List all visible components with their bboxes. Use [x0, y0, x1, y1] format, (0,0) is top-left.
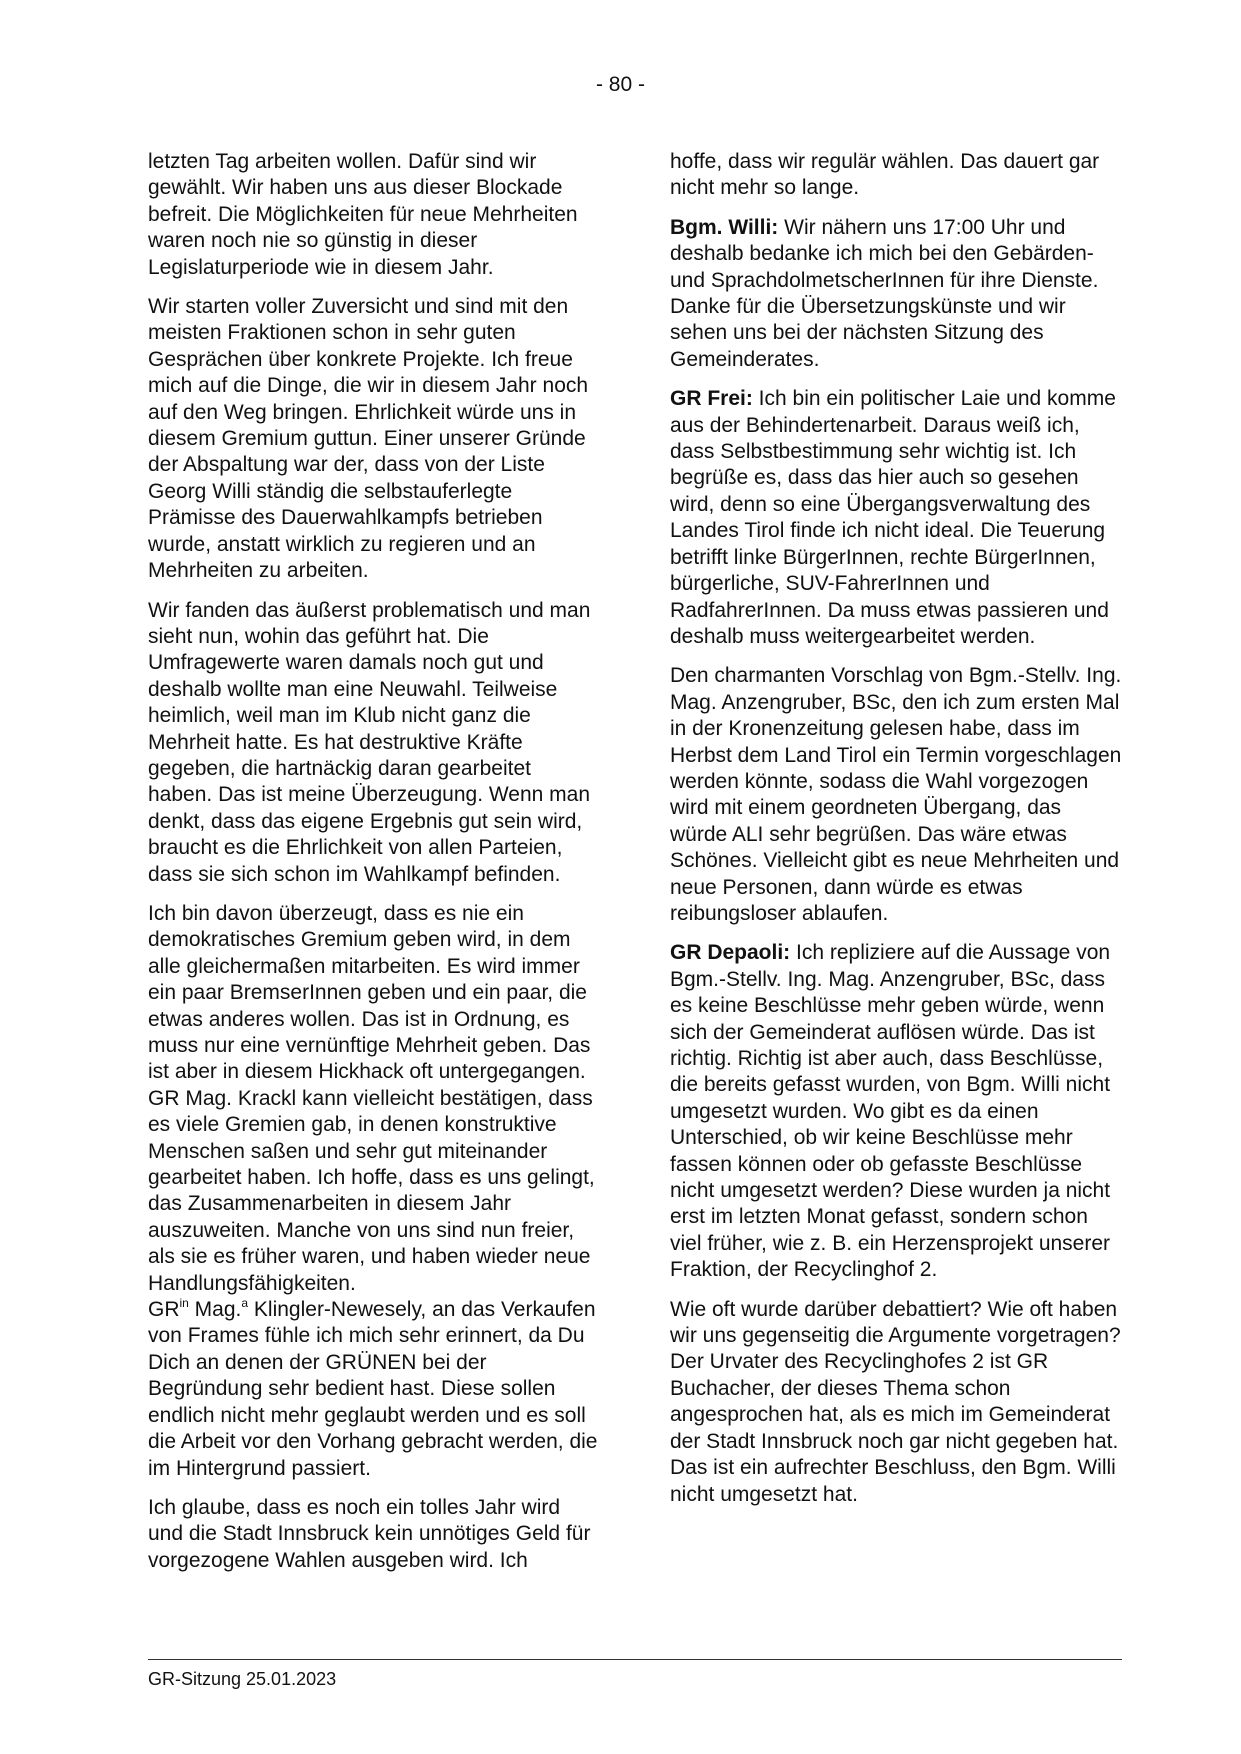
paragraph-text: Ich repliziere auf die Aussage von Bgm.-Stellv. Ing. Mag. Anzengruber, BSc, dass es keine Beschlüsse mehr geben würde, wenn sich der Gemeinderat auflösen würde. Das ist richtig. Richtig ist aber auch, dass Beschlüsse, die bereits gefasst wurden, von Bgm. Willi nicht umgesetzt wurden. Wo gibt es da einen Unterschied, ob wir keine Beschlüsse mehr fassen können oder ob gefasste Beschlüsse nicht umgesetzt werden? Diese wurden ja nicht erst im letzten Monat gefasst, sondern schon viel früher, wie z. B. ein Herzensprojekt unserer Fraktion, der Recyclinghof 2.	[670, 941, 1111, 1282]
paragraph-text: Wir nähern uns 17:00 Uhr und deshalb bedanke ich mich bei den Gebärden- und SprachdolmetscherInnen für ihre Dienste. Danke für die Übersetzungskünste und wir sehen uns bei der nächsten Sitzung des Gemeinderates.	[670, 215, 1099, 371]
paragraph: Den charmanten Vorschlag von Bgm.-Stellv. Ing. Mag. Anzengruber, BSc, den ich zum ersten Mal in der Kronenzeitung gelesen habe, dass im Herbst dem Land Tirol ein Termin vorgeschlagen werden könnte, sodass die Wahl vorgezogen wird mit einem geordneten Übergang, das würde ALI sehr begrüßen. Das wäre etwas Schönes. Vielleicht gibt es neue Mehrheiten und neue Personen, dann würde es etwas reibungsloser ablaufen.	[670, 664, 1122, 925]
paragraph	[148, 1297, 600, 1482]
superscript: in	[179, 1296, 189, 1311]
paragraph	[670, 215, 1122, 373]
paragraph: Ich glaube, dass es noch ein tolles Jahr wird und die Stadt Innsbruck kein unnötiges Geld für vorgezogene Wahlen ausgeben wird. Ich	[148, 1495, 591, 1572]
page-number: - 80 -	[595, 73, 645, 96]
footer-session-date: GR-Sitzung 25.01.2023	[148, 1669, 337, 1689]
paragraph-text: Ich bin ein politischer Laie und komme aus der Behindertenarbeit. Daraus weiß ich, dass Selbstbestimmung sehr wichtig ist. Ich begrüße es, dass das hier auch so gesehen wird, denn so eine Übergangsverwaltung des Landes Tirol finde ich nicht ideal. Die Teuerung betrifft linke BürgerInnen, rechte BürgerInnen, bürgerliche, SUV-FahrerInnen und RadfahrerInnen. Da muss etwas passieren und deshalb muss weitergearbeitet werden.	[670, 387, 1116, 648]
speaker-name: GR Depaoli:	[670, 941, 791, 965]
paragraph: GR Mag. Krackl kann vielleicht bestätigen, dass es viele Gremien gab, in denen konstruktive Menschen saßen und sehr gut miteinander gearbeitet haben. Ich hoffe, dass es uns gelingt, das Zusammenarbeiten in diesem Jahr auszuweiten. Manche von uns sind nun freier, als sie es früher waren, und haben wieder neue Handlungsfähigkeiten.	[148, 1086, 595, 1295]
paragraph: Ich bin davon überzeugt, dass es nie ein demokratisches Gremium geben wird, in dem alle gleichermaßen mitarbeiten. Es wird immer ein paar BremserInnen geben und ein paar, die etwas anderes wollen. Das ist in Ordnung, es muss nur eine vernünftige Mehrheit geben. Das ist aber in diesem Hickhack oft untergegangen.	[148, 901, 591, 1084]
paragraph: Wie oft wurde darüber debattiert? Wie oft haben wir uns gegenseitig die Argumente vorgetragen? Der Urvater des Recyclinghofes 2 ist GR Buchacher, der dieses Thema schon angesprochen hat, als es mich im Gemeinderat der Stadt Innsbruck noch gar nicht gegeben hat. Das ist ein aufrechter Beschluss, den Bgm. Willi nicht umgesetzt hat.	[670, 1297, 1121, 1506]
speaker-title: Mag.	[188, 1298, 242, 1322]
paragraph: letzten Tag arbeiten wollen. Dafür sind wir gewählt. Wir haben uns aus dieser Blockade befreit. Die Möglichkeiten für neue Mehrheiten waren noch nie so günstig in dieser Legislaturperiode wie in diesem Jahr.	[148, 150, 578, 279]
paragraph	[670, 940, 1122, 1283]
paragraph	[670, 386, 1122, 650]
paragraph-text: Klingler-Newesely, an das Verkaufen von Frames fühle ich mich sehr erinnert, da Du Dich an denen der GRÜNEN bei der Begründung sehr bedient hast. Diese sollen endlich nicht mehr geglaubt werden und es soll die Arbeit vor den Vorhang gebracht werden, die im Hintergrund passiert.	[148, 1298, 598, 1480]
paragraph: Wir fanden das äußerst problematisch und man sieht nun, wohin das geführt hat. Die Umfragewerte waren damals noch gut und deshalb wollte man eine Neuwahl. Teilweise heimlich, weil man im Klub nicht ganz die Mehrheit hatte. Es hat destruktive Kräfte gegeben, die hartnäckig daran gearbeitet haben. Das ist meine Überzeugung. Wenn man denkt, dass das eigene Ergebnis gut sein wird, braucht es die Ehrlichkeit von allen Parteien, dass sie sich schon im Wahlkampf befinden.	[148, 598, 591, 886]
speaker-name: GR Frei:	[670, 387, 753, 411]
right-column	[670, 149, 1122, 1521]
paragraph: Wir starten voller Zuversicht und sind mit den meisten Fraktionen schon in sehr guten Gesprächen über konkrete Projekte. Ich freue mich auf die Dinge, die wir in diesem Jahr noch auf den Weg bringen. Ehrlichkeit würde uns in diesem Gremium guttun. Einer unserer Gründe der Abspaltung war der, dass von der Liste Georg Willi ständig die selbstauferlegte Prämisse des Dauerwahlkampfs betrieben wurde, anstatt wirklich zu regieren und an Mehrheiten zu arbeiten.	[148, 295, 589, 583]
speaker-title: GR	[148, 1298, 180, 1322]
footer-divider	[148, 1659, 1122, 1660]
paragraph: hoffe, dass wir regulär wählen. Das dauert gar nicht mehr so lange.	[670, 150, 1100, 200]
speaker-name: Bgm. Willi:	[670, 215, 779, 239]
superscript: a	[241, 1296, 249, 1311]
left-column	[148, 149, 600, 1587]
